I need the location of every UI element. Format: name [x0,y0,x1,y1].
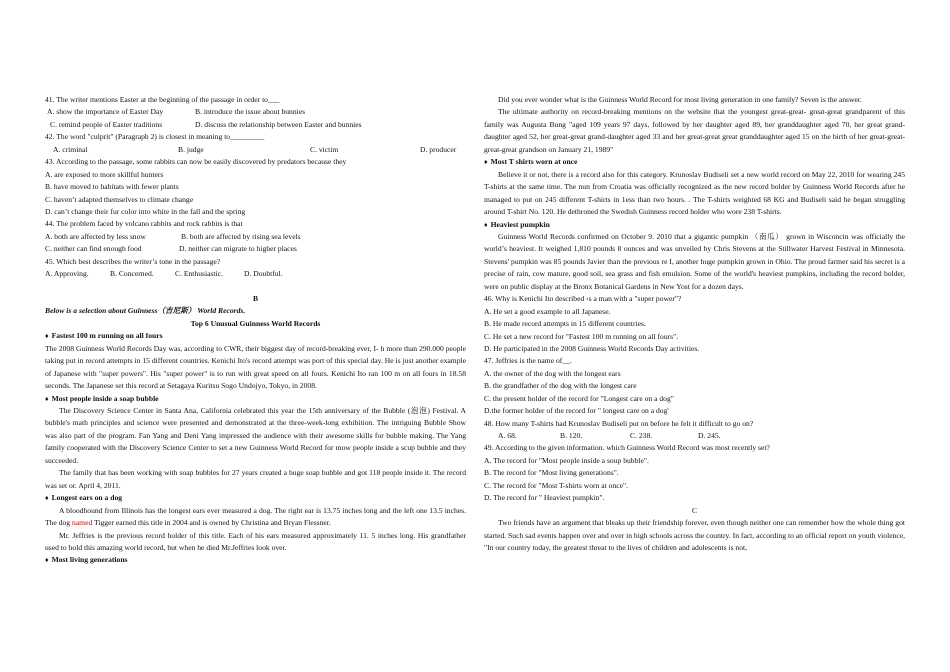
paragraph-longest-ears-1: A bloodhound from Illinois has the longest ears ever measured a dog. The right ear is 13.75 inches long and the left one 13.5 inches. The dog named Tigger earned this title in 2004 and is owned by Christina and Bryan Flessner. [45,505,466,528]
q41-options-cd [45,119,466,131]
heading-living-generations: ♦ Most living generations [45,555,128,565]
q49-stem: 49. According to the given information. which Guinness World Record was most recently set? [484,443,770,453]
paragraph-passage-c: Two friends have an argument that bleaks up their friendship forever, even though neither one can remember how the whole thing got started. Such sad events happen over and over in high schools across the country. In fact, according to an official report on youth violence, "In our country today, the greatest threat to the lives of children and adolescents is not, [484,518,905,552]
paragraph-generations-2: The ultimate authority on record-breaking mentions on the website that the youngest great-great- great-great grandparent of this family was Augusta Bung "aged 109 years 97 days, followed by her daughter aged 89, her granddaughter aged 70, her great grand-daughter aged 52, her great-great grand-daughter aged 33 and her great-great great granddaughter aged 15 on the birth of her great-great-great-great grandson on January 21, 1989" [484,107,905,154]
paragraph-fastest-100m: The 2008 Guinness World Records Day was, according to CWR, their biggest day of record-breaking ever, I- h more than 290.000 people taking put in record attempts in 15 different countries. Kenichi Ito's record attempt was port of this special day. He is just another example of Japanese with "super powers". His "super power" is to run with great speed on all fours. Kenichi Ito ran 100 m on all fours in 18.58 seconds. The Japanese set this record at Setagaya Kuritsu Sogo Undojyo, Tokyo, in 2008. [45,343,466,391]
q44-options-ab [45,231,466,243]
q46-option-c: C. He set a new record for "Fastest 100 m running on all fours". [484,331,679,341]
q49-option-a: A. The record for "Most people inside a soup bubble". [484,455,649,465]
q46-option-d: D. He participated in the 2008 Guinness World Records Day activities. [484,343,700,353]
highlighted-word: named [72,518,93,528]
q44-option-a: A. both are affected by less snow [45,231,146,241]
q48-option-a: A. 68. [498,431,517,441]
paragraph-soap-bubble-2: The family that has been working with soap bubbles for 27 years created a huge soap bubble and got 118 people inside it. The record was set or. April 4, 2011. [45,468,466,490]
paragraph-tshirts: Believe it or not, there is a record also for this category. Krunoslav Budiseli set a new world record on May 22, 2010 for wearing 245 T-shirts at the same time. The nun from Croatia was officially recognized as the new record bolder by Guinness World Records after he managed to put on 245 different T-shirts in 1ess than two hours. . The T-shirts weighted 68 KG and Budiseli said he began struggling around T-shirt No. 120. He dethroned the Swedish Guinness record holder who wore 238 T-shirts. [484,169,905,217]
heading-soap-bubble: ♦ Most people inside a soap bubble [45,393,159,403]
passage-b-intro: Below is a selection about Guinness（吉尼斯） World Records. [45,306,246,316]
q45-stem: 45. Which best describes the writer’s tone in the passage? [45,256,221,266]
diamond-bullet-icon: ♦ [45,394,49,403]
q43-option-b: B. have moved to habitats with fewer plants [45,182,179,192]
q45-option-c: C. Enthusiastic. [175,269,223,279]
q46-option-a: A. He set a good example to all Japanese. [484,306,611,316]
right-column [484,94,905,554]
q48-option-c: C. 238. [630,431,653,441]
q45-options [45,268,466,280]
paragraph-generations-1: Did you ever wonder what is the Guinness World Record for most living generation in one family? Seven is the answer. [498,95,862,104]
q49-option-b: B. The record for "Most living generations". [484,468,619,478]
q49-option-c: C. The record for "Most T-shirts worn at once". [484,480,628,490]
paragraph-longest-ears-2: Mr. Jeffries is the previous record holder of this title. Each of his ears measured approximately 11. 5 inches long. His grandfather used to hold this amazing world record, but when he died Mr.Jeffries look over. [45,530,466,552]
passage-b-title: Top 6 Unusual Guinness World Records [190,318,321,328]
q44-stem: 44. The problem faced by volcano rabbits and rock rabbits is that [45,219,243,229]
heading-tshirts: ♦ Most T shirts worn at once [484,157,578,167]
q42-option-c: C. victim [310,144,339,154]
q43-option-a: A. are exposed to more skillful hunters [45,169,164,179]
q49-option-d: D. The record for " Heaviest pumpkin". [484,493,605,503]
diamond-bullet-icon: ♦ [45,494,49,503]
q48-option-b: B. 120. [560,431,583,441]
paragraph-heaviest-pumpkin: Guinness World Records confirmed on October 9. 2010 that a gigantic pumpkin （南瓜） grown in Wisconcin was officially the world’s heaviest. It weighed 1,810 pounds 8 ounces and was unveiled by Chris Stevens at the Stillwater Harvest Festival in Minnesota. Stevens' pumpkin was 85 pounds Javier than the previous re I, another huge pumpkin grown in Ohio. The proud farmer said his secret is a precise of rain, cow mature, good soil, sea grass and fish emulsion. Some of the world's heaviest pumpkins, including the record bolder, were on public display at the Bronx Botanical Gardens in New Yost for a dozen days. [484,231,905,291]
diamond-bullet-icon: ♦ [45,556,49,565]
q45-option-b: B. Concerned. [110,269,154,279]
q44-option-b: B. both are affected by rising sea levels [181,231,301,241]
diamond-bullet-icon: ♦ [484,158,488,167]
q47-option-a: A. the owner of the dog with the longest ears [484,368,621,378]
left-column [45,94,466,567]
q43-option-d: D. can’t change their fur color into white in the fall and the spring [45,206,246,216]
q46-stem: 46. Why is Kenichi Ito described ‹s a man with a "super power"? [484,294,682,304]
q47-option-b: B. the grandfather of the dog with the longest care [484,381,637,391]
heading-heaviest-pumpkin: ♦ Heaviest pumpkin [484,219,550,229]
q48-stem: 48. How many T-shirts had Krunoslav Budiseli put on before he felt it difficult to go on? [484,418,754,428]
q42-stem: 42. The word "culprit" (Paragraph 2) is closest in meaning to_________ [45,132,265,142]
section-b-heading: B [252,294,259,303]
q42-option-a: A. criminal [53,144,88,154]
q43-stem: 43. According to the passage, some rabbits can now be easily discovered by predators because they [45,157,347,167]
q48-options [484,430,905,442]
q45-option-a: A. Approving. [45,269,89,279]
q47-option-c: C. the present holder of the record for "Longest care on a dog" [484,393,674,403]
q44-option-d: D. neither can migrate to higher places [179,244,297,254]
q41-option-a: A. show the importance of Easter Day [47,107,164,117]
q41-option-c: C. remind people of Easter traditions [50,119,163,129]
q46-option-b: B. He made record attempts in 15 different countries. [484,319,646,329]
q47-option-d: D.the former holder of the record for " longest care on a dog' [484,406,669,416]
q41-option-d: D. discuss the relationship between Easter and bunnies [195,119,362,129]
q41-options-ab [45,106,466,118]
diamond-bullet-icon: ♦ [45,332,49,341]
q45-option-d: D. Doubtful. [244,269,283,279]
q48-option-d: D. 245. [698,431,721,441]
q41-stem: 41. The writer mentions Easter at the beginning of the passage in order to___ [45,95,280,104]
q42-options [45,144,466,156]
heading-longest-ears: ♦ Longest ears on a dog [45,493,123,503]
section-c-heading: C [691,505,698,515]
q41-option-b: B. introduce the issue about bunnies [195,107,306,117]
heading-fastest-100m: ♦ Fastest 100 m running on all fours [45,331,163,341]
q43-option-c: C. haven’t adapted themselves to climate change [45,194,194,204]
paragraph-soap-bubble-1: The Discovery Science Center in Santa Ana, California celebrated this year the 15th anniversary of the Bubble (泡泡) Festival. A bubble's math principles and science were presented and demonstrated at the three-week-long exhibition. The intriguing Bubble Show was also part of the program. Fan Yang and Deni Yang impressed the audience with their awesome skills for bubble making. The Yang family cooperated with the Discovery Science Center to set a new Guinness World Record for mow people inside a scup bubble and they succeeded. [45,406,466,465]
q47-stem: 47. Jeffries is the name of__. [484,356,572,366]
q42-option-b: B. judge [178,144,204,154]
q44-options-cd [45,243,466,255]
diamond-bullet-icon: ♦ [484,220,488,229]
q44-option-c: C. neither can find enough food [45,244,142,254]
q42-option-d: D. producer [420,144,457,154]
